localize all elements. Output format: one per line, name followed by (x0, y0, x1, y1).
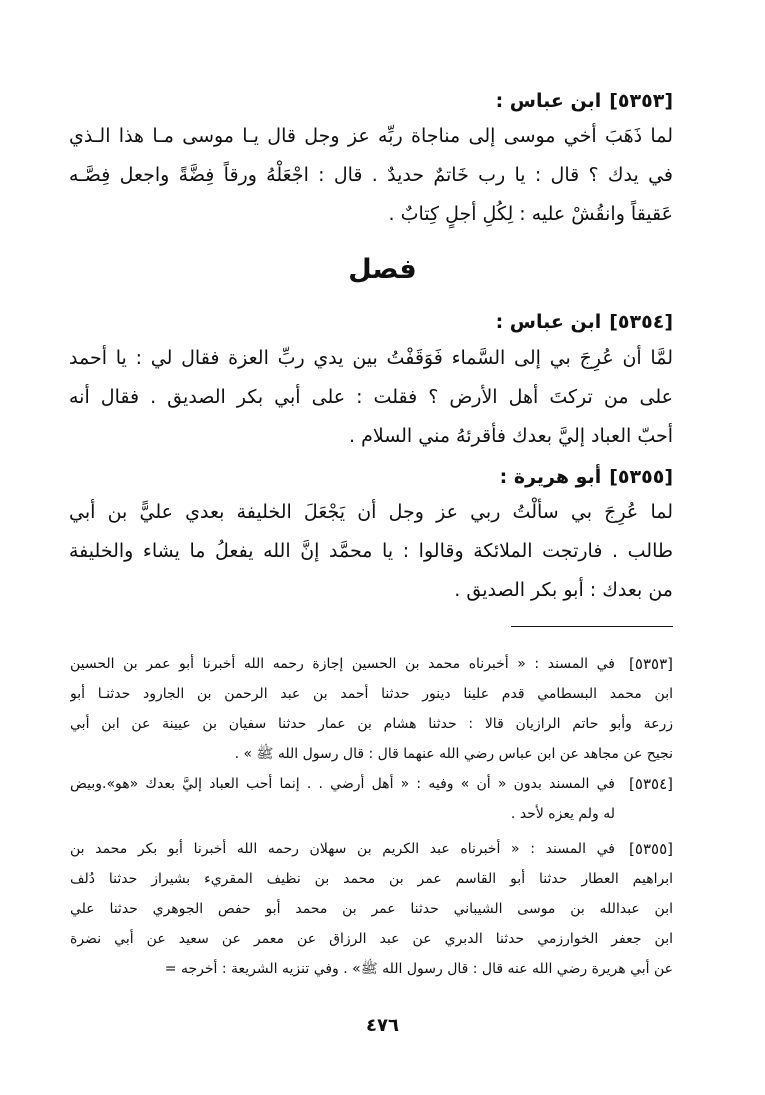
entry-text-line: طالب . فارتجت الملائكة وقالوا : يا محمَّد إنَّ الله يفعلُ ما يشاء والخليفة (69, 540, 673, 562)
footnote-line: ابراهيم العطار حدثنا أبو القاسم عمر بن محمد بن نظيف المقريء بشيراز حدثنا دُلف (70, 871, 673, 887)
entry-narrator: أبو هريرة : (499, 466, 602, 488)
entry-text-line: لما ذَهَبَ أخي موسى إلى مناجاة ربِّه عز وجل قال يـا موسى مـا هذا الـذي (69, 125, 673, 147)
entry-narrator: ابن عباس : (495, 311, 602, 333)
footnote-line: في المسند : « أخبرناه عبد الكريم بن سهلان رحمه الله أخبرنا أبو بكر محمد بن (70, 841, 615, 857)
entry-text-line: لما عُرِجَ بي سألْتُ ربي عز وجل أن يَجْعَلَ الخليفة بعدي عليًّ بن أبي (69, 501, 673, 523)
entry-text-line: في يدك ؟ قال : يا رب خَاتمٌ حديدٌ . قال : اجْعَلْهُ ورقاً فِضَّةً واجعل فِصَّـه (69, 164, 673, 186)
footnote-line: ابن عبدالله بن موسى الشيباني حدثنا عمر بن محمد أبو حفص الجوهري حدثنا علي (70, 901, 673, 917)
entry-text-line: لمَّا أن عُرِجَ بي إلى السَّماء فَوَقَفْتُ بين يدي ربِّ العزة فقال لي : يا أحمد (69, 347, 673, 369)
entry-heading (73, 86, 673, 116)
entry-narrator: ابن عباس : (495, 90, 602, 112)
footnote-number: [٥٣٥٤] (629, 775, 673, 793)
entry-heading (73, 462, 673, 492)
entry-text-line: على من تركتَ أهل الأرض ؟ فقلت : على أبي بكر الصديق . فقال أنه (69, 386, 673, 408)
section-title: فصل (348, 254, 417, 285)
entry-text-line: أحبّ العباد إليَّ بعدك فأقرئهُ مني السلام . (349, 425, 673, 447)
entry-text-line: عَقيقاً وانقُشْ عليه : لِكُلِ أجلٍ كِتابٌ . (388, 203, 673, 225)
footnote-line: في المسند بدون « أن » وفيه : « أهل أرضي . . إنما أحب العباد إليَّ بعدك «هو».وبيض (70, 776, 615, 792)
footnote-line: ابن محمد البسطامي قدم علينا دينور حدثنا أحمد بن عبد الرحمن بن الجارود حدثنـا أبو (70, 686, 673, 702)
entry-number: [٥٣٥٣] (609, 90, 673, 112)
footnote-line: نجيح عن مجاهد عن ابن عباس رضي الله عنهما قال : قال رسول الله ﷺ » . (234, 746, 673, 762)
page-number: ٤٧٦ (366, 1015, 399, 1036)
footnote-separator (511, 626, 673, 627)
footnote-line: ابن جعفر الخوارزمي حدثنا الدبري عن عبد الرزاق عن معمر عن سعيد عن أبي نضرة (70, 931, 673, 947)
footnote-line: زرعة وأبو حاتم الرازيان قالا : حدثنا هشام بن عمار حدثنا سفيان بن عيينة عن ابن أبي (70, 716, 673, 732)
footnote-line: عن أبي هريرة رضي الله عنه قال : قال رسول الله ﷺ» . وفي تنزيه الشريعة : أخرجه = (164, 961, 673, 977)
entry-text-line: من بعدك : أبو بكر الصديق . (454, 579, 673, 601)
entry-number: [٥٣٥٤] (609, 311, 673, 333)
footnote-line: في المسند : « أخبرناه محمد بن الحسين إجازة رحمه الله أخبرنا أبو عمر بن الحسين (70, 656, 615, 672)
entry-heading (73, 307, 673, 337)
footnote-number: [٥٣٥٥] (629, 840, 673, 858)
footnote-line: له ولم يعزه لأحد . (510, 806, 615, 822)
footnote-number: [٥٣٥٣] (629, 655, 673, 673)
entry-number: [٥٣٥٥] (609, 466, 673, 488)
